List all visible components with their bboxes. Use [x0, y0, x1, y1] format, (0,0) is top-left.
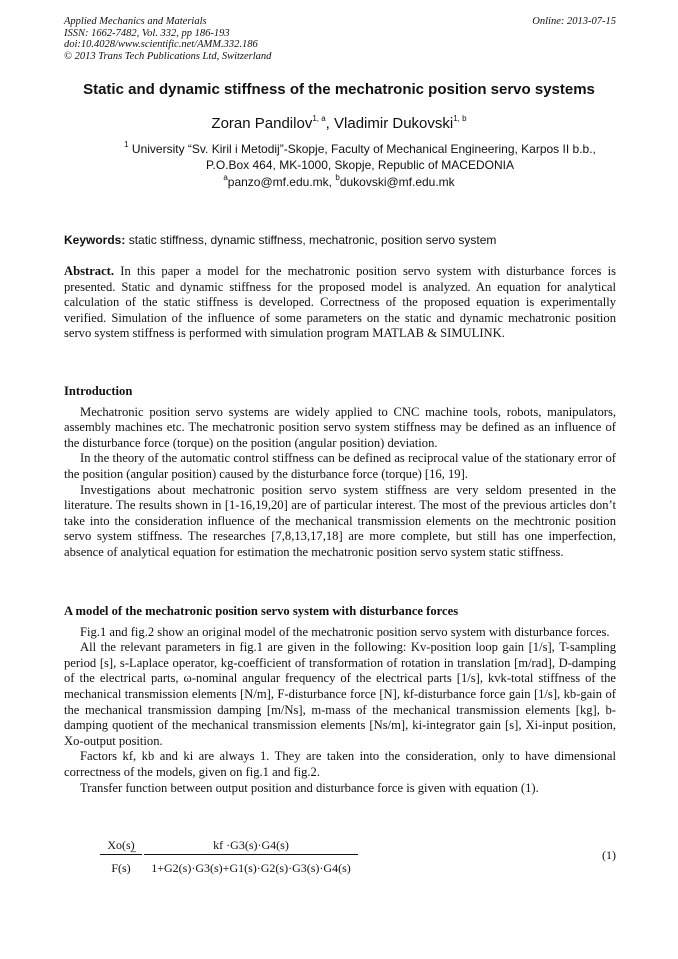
journal-name: Applied Mechanics and Materials: [64, 16, 207, 27]
journal-header: [64, 16, 616, 62]
abstract: [64, 264, 616, 342]
equation-rhs-denominator: 1+G2(s)·G3(s)+G1(s)·G2(s)·G3(s)·G4(s): [151, 861, 351, 875]
email-superscript: a: [223, 173, 228, 182]
paragraph: Mechatronic position servo systems are widely applied to CNC machine tools, robots, manipulators, assembly machines etc. The mechatronic position servo system stiffness may be defined as an influence of the disturbance force (torque) on the position (angular position) deviation.: [64, 404, 616, 450]
keywords-text: static stiffness, dynamic stiffness, mechatronic, position servo system: [125, 233, 497, 247]
equation-rhs-fraction: [144, 836, 358, 877]
email-link[interactable]: panzo@mf.edu.mk: [227, 175, 329, 189]
equation-1: [100, 836, 616, 880]
email-superscript: b: [335, 173, 340, 182]
author-name: Zoran Pandilov: [211, 115, 313, 132]
paper-title: Static and dynamic stiffness of the mechatronic position servo systems: [83, 81, 595, 98]
fraction-bar: [144, 854, 358, 855]
paragraph: All the relevant parameters in fig.1 are given in the following: Kv-position loop gain [1/s], T-sampling period [s], s-Laplace operator, kg-coefficient of transformation of rotation in translation [m/rad], D-damping of the electrical parts, ω-nominal angular frequency of the electrical parts [1/s], kvk-total stiffness of the mechanical transmission elements [N/m], F-disturbance force [N], kf-disturbance force gain [1/s], kb-gain of the mechanical transmission damping [m/Ns], m-mass of the mechanical transmission elements [kg], b-damping quotient of the mechanical transmission elements [Ns/m], ki-integrator gain [s], Xi-input position, Xo-output position.: [64, 640, 616, 748]
section-heading: Introduction: [64, 384, 133, 398]
paragraph: Fig.1 and fig.2 show an original model of the mechatronic position servo system with disturbance forces.: [80, 624, 610, 639]
model-section: [64, 604, 616, 796]
paragraph: In the theory of the automatic control stiffness can be defined as reciprocal value of the stationary error of the position (angular position) caused by the disturbance force (torque) [16, 19].: [64, 451, 616, 481]
email-separator: ,: [328, 175, 336, 189]
author-name: Vladimir Dukovski: [334, 115, 454, 132]
abstract-label: Abstract.: [64, 264, 115, 278]
paragraph: Factors kf, kb and ki are always 1. They are taken into the consideration, only to have dimensional correctness of the models, given on fig.1 and fig.2.: [64, 749, 616, 779]
author-line: [0, 115, 678, 132]
email-link[interactable]: dukovski@mf.edu.mk: [339, 175, 455, 189]
copyright-line: © 2013 Trans Tech Publications Ltd, Switzerland: [64, 50, 272, 62]
author-superscript: 1, a: [312, 114, 326, 123]
keywords-label: Keywords:: [64, 233, 126, 247]
paragraph: Investigations about mechatronic position servo system stiffness are very seldom presented in the literature. The results shown in [1-16,19,20] are of particular interest. The most of the previous articles don’t take into the consideration influence of the mechanical transmission elements on the mechtronic position servo system stiffness. The researches [7,8,13,17,18] are more complete, but still has one imperfection, absence of analytical equation for estimation the mechatronic position servo system static stiffness.: [64, 482, 616, 559]
equation-lhs-numerator: Xo(s): [107, 838, 135, 852]
equation-equals: =: [130, 846, 137, 860]
doi-line: doi:10.4028/www.scientific.net/AMM.332.186: [64, 39, 258, 50]
online-date: Online: 2013-07-15: [532, 16, 616, 27]
author-superscript: 1, b: [453, 114, 467, 123]
issn-line: ISSN: 1662-7482, Vol. 332, pp 186-193: [64, 27, 230, 39]
abstract-text: In this paper a model for the mechatronic position servo system with disturbance forces is presented. Static and dynamic stiffness for the proposed model is analyzed. An equation for analytical calculation of the static stiffness is developed. Correctness of the proposed equation is experimentally verified. Simulation of the influence of some parameters on the static and dynamic mechatronic position servo system stiffness is performed with simulation program MATLAB & SIMULINK.: [64, 264, 616, 341]
author-separator: ,: [325, 115, 335, 132]
affiliation: [100, 138, 620, 173]
paragraph: Transfer function between output position and disturbance force is given with equation (1).: [80, 780, 539, 795]
email-line: [0, 174, 678, 189]
affiliation-line: University “Sv. Kiril i Metodij”-Skopje, Faculty of Mechanical Engineering, Karpos II b.b.,: [131, 142, 596, 156]
affiliation-line: P.O.Box 464, MK-1000, Skopje, Republic of MACEDONIA: [206, 158, 514, 172]
equation-number: (1): [602, 848, 616, 862]
affiliation-superscript: 1: [124, 140, 129, 149]
introduction-section: [64, 384, 616, 561]
equation-lhs-denominator: F(s): [111, 861, 131, 875]
equation-rhs-numerator: kf ·G3(s)·G4(s): [213, 838, 289, 852]
section-heading: A model of the mechatronic position servo system with disturbance forces: [64, 604, 459, 618]
keywords: [64, 233, 616, 247]
